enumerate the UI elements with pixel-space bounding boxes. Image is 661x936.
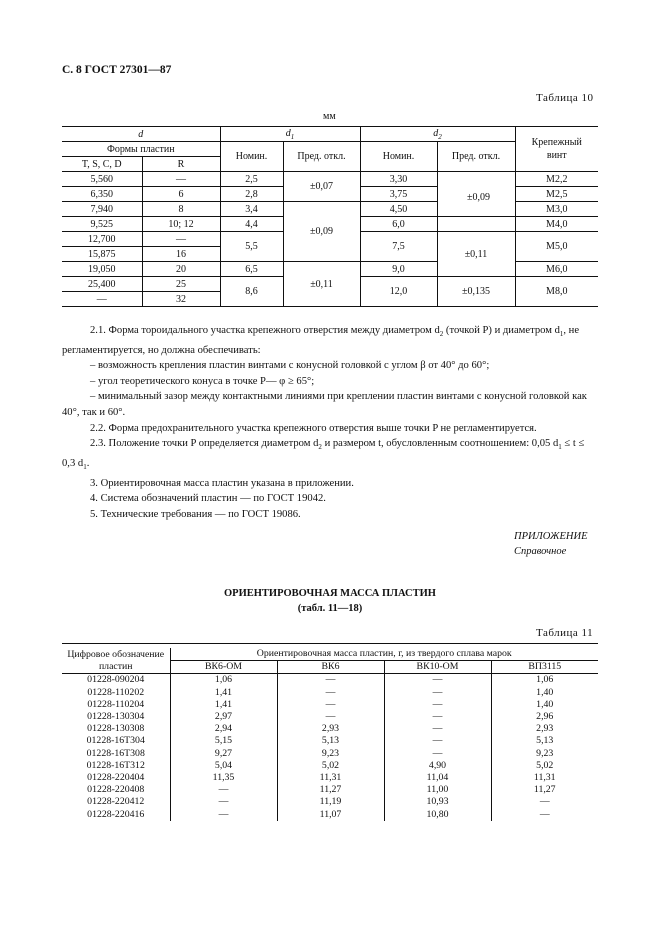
table-cell: ±0,07: [283, 172, 360, 202]
table-cell: 8,6: [220, 277, 283, 307]
table-cell: —: [384, 735, 491, 747]
table11-label: Таблица 11: [536, 627, 594, 639]
table-cell: 1,40: [491, 687, 598, 699]
table-cell: 11,07: [277, 808, 384, 820]
table-cell: 1,06: [491, 674, 598, 687]
table-cell: 01228-110204: [87, 698, 145, 710]
table-cell: —: [491, 796, 598, 808]
grade-header: ВК10-ОМ: [384, 661, 491, 674]
table-cell: —: [277, 711, 384, 723]
table-cell: 01228-220412: [87, 796, 145, 808]
table-cell: [437, 217, 515, 232]
table-cell: 9,0: [360, 262, 437, 277]
table-cell: 11,31: [491, 772, 598, 784]
table-cell: —: [277, 674, 384, 687]
table-cell: 7,5: [360, 232, 437, 262]
table-row: [62, 711, 598, 723]
table11-top-rule: [62, 643, 598, 644]
table-cell: 01228-110202: [87, 686, 145, 698]
table-cell: ±0,11: [283, 262, 360, 307]
table-cell: 9,525: [62, 217, 142, 232]
table-row: [62, 760, 598, 772]
col-code-header: Цифровое обозначение пластин: [62, 648, 170, 674]
d2-nom-header: Номин.: [360, 142, 437, 172]
table-cell: 4,50: [360, 202, 437, 217]
table-cell: 2,96: [491, 711, 598, 723]
table-cell: ±0,135: [437, 277, 515, 307]
table-cell: —: [277, 699, 384, 711]
table-cell: 5,04: [170, 760, 277, 772]
d2-tol-header: Пред. откл.: [437, 142, 515, 172]
section-subtitle: (табл. 11—18): [297, 603, 363, 614]
table-cell: 32: [142, 292, 220, 307]
col-d1-header: $d_1$: [220, 127, 360, 142]
d1-tol-header: Пред. откл.: [283, 142, 360, 172]
table-cell: —: [142, 232, 220, 247]
table-cell: 2,93: [491, 723, 598, 735]
paragraph-2-1-c: – угол теоретического конуса в точке P— φ ≥ 65°;: [90, 375, 315, 387]
table-row: [62, 687, 598, 699]
table-cell: ±0,11: [437, 232, 515, 277]
d1-nom-header: Номин.: [220, 142, 283, 172]
table-cell: M2,2: [515, 172, 598, 187]
table-cell: 9,27: [170, 748, 277, 760]
table-cell: 11,27: [491, 784, 598, 796]
grade-header: ВК6: [277, 661, 384, 674]
table-cell: 11,31: [277, 772, 384, 784]
paragraph-2-1-b: – возможность крепления пластин винтами с конусной головкой с углом β от 40° до 60°;: [90, 360, 490, 372]
table-cell: 1,41: [170, 687, 277, 699]
table-cell: 2,8: [220, 187, 283, 202]
body-text: [62, 323, 598, 522]
table-cell: 5,5: [220, 232, 283, 262]
table-cell: —: [142, 172, 220, 187]
paragraph-3: 3. Ориентировочная масса пластин указана в приложении.: [90, 477, 354, 489]
table-cell: 9,23: [491, 748, 598, 760]
table-cell: 11,27: [277, 784, 384, 796]
table-cell: 5,02: [277, 760, 384, 772]
col-screw-header: Крепежный винт: [515, 127, 598, 172]
table-cell: 6,0: [360, 217, 437, 232]
table-cell: 5,13: [491, 735, 598, 747]
table-cell: 5,02: [491, 760, 598, 772]
table-cell: 5,560: [62, 172, 142, 187]
table-row: [62, 772, 598, 784]
paragraph-2-3: 2.3. Положение точки P определяется диаметром $d_2$ и размером t, обусловленным соотношением: 0,05 $d_1 \le t \le 0,3$ $d_1$.: [62, 438, 585, 472]
table-cell: 01228-16T308: [86, 747, 145, 759]
table-cell: M2,5: [515, 187, 598, 202]
table-cell: ±0,09: [283, 202, 360, 262]
table-cell: 19,050: [62, 262, 142, 277]
table-cell: —: [384, 748, 491, 760]
paragraph-2-1: 2.1. Форма тороидального участка крепежного отверстия между диаметром $d_2$ (точкой P) и диаметром $d_1$, не регламентируется, но должна обеспечивать:: [62, 325, 580, 356]
table-11: [62, 648, 598, 821]
grade-header: ВК6-ОМ: [170, 661, 277, 674]
table-cell: 1,41: [170, 699, 277, 711]
table-cell: 4,4: [220, 217, 283, 232]
table-cell: —: [384, 723, 491, 735]
table-row: [62, 699, 598, 711]
table-row: [62, 808, 598, 820]
table-10: [62, 126, 598, 307]
table-cell: 6: [142, 187, 220, 202]
table-cell: 01228-16T304: [86, 735, 145, 747]
paragraph-2-1-d: – минимальный зазор между контактными линиями при креплении пластин винтами с конусной головкой как 40°, так и 60°.: [62, 391, 587, 419]
table-cell: M8,0: [515, 277, 598, 307]
table-cell: 20: [142, 262, 220, 277]
d2-tol-merged: ±0,09: [467, 192, 490, 203]
appendix-title: ПРИЛОЖЕНИЕ: [514, 531, 588, 542]
table-cell: —: [62, 292, 142, 307]
section-title: ОРИЕНТИРОВОЧНАЯ МАССА ПЛАСТИН: [224, 588, 436, 599]
table-cell: 01228-130304: [87, 711, 145, 723]
table-cell: 2,94: [170, 723, 277, 735]
grade-header: ВП3115: [491, 661, 598, 674]
table-row: [62, 748, 598, 760]
table-row: [62, 735, 598, 747]
table-cell: 01228-090204: [87, 674, 145, 686]
table10-label: Таблица 10: [536, 92, 594, 104]
table-cell: 1,40: [491, 699, 598, 711]
table-cell: M4,0: [515, 217, 598, 232]
table-cell: 5,13: [277, 735, 384, 747]
table-cell: 01228-16T312: [86, 759, 145, 771]
table-cell: 2,97: [170, 711, 277, 723]
table-cell: 2,93: [277, 723, 384, 735]
table-cell: —: [384, 674, 491, 687]
table-row: [62, 674, 598, 687]
table-cell: —: [384, 711, 491, 723]
table-cell: 12,700: [62, 232, 142, 247]
table-cell: —: [384, 699, 491, 711]
table-cell: 01228-220408: [87, 784, 145, 796]
paragraph-4: 4. Система обозначений пластин — по ГОСТ 19042.: [90, 493, 326, 505]
table-cell: —: [491, 808, 598, 820]
table-cell: 01228-220416: [87, 808, 145, 820]
table-cell: 7,940: [62, 202, 142, 217]
table-cell: 5,15: [170, 735, 277, 747]
table-cell: 3,4: [220, 202, 283, 217]
appendix-subtitle: Справочное: [514, 546, 567, 557]
table-cell: —: [170, 796, 277, 808]
table-cell: —: [384, 687, 491, 699]
table-row: [62, 784, 598, 796]
page-header: С. 8 ГОСТ 27301—87: [62, 64, 172, 76]
table-cell: 6,5: [220, 262, 283, 277]
table-cell: 11,35: [170, 772, 277, 784]
paragraph-2-2: 2.2. Форма предохранительного участка крепежного отверстия выше точки P не регламентируется.: [90, 422, 537, 434]
paragraph-5: 5. Технические требования — по ГОСТ 19086.: [90, 508, 301, 520]
table-cell: 16: [142, 247, 220, 262]
table-cell: 12,0: [360, 277, 437, 307]
forms-header: Формы пластин: [62, 142, 220, 157]
col-d2-header: $d_2$: [360, 127, 515, 142]
table-cell: 11,04: [384, 772, 491, 784]
table-cell: 10,93: [384, 796, 491, 808]
table-cell: —: [170, 784, 277, 796]
table-cell: 15,875: [62, 247, 142, 262]
table-row: [62, 723, 598, 735]
table-cell: 4,90: [384, 760, 491, 772]
table-cell: 1,06: [170, 674, 277, 687]
table-cell: 3,75: [360, 187, 437, 202]
table-cell: 3,30: [360, 172, 437, 187]
table-cell: 10,80: [384, 808, 491, 820]
table-cell: —: [277, 687, 384, 699]
tscd-header: T, S, C, D: [62, 157, 142, 172]
table-cell: 01228-220404: [87, 771, 145, 783]
table-cell: 9,23: [277, 748, 384, 760]
table-cell: 01228-130308: [87, 723, 145, 735]
table-cell: M5,0: [515, 232, 598, 262]
table-cell: 2,5: [220, 172, 283, 187]
table-cell: —: [170, 808, 277, 820]
table-row: [62, 796, 598, 808]
table-cell: 11,19: [277, 796, 384, 808]
table-cell: 10; 12: [142, 217, 220, 232]
table10-unit: мм: [323, 111, 336, 122]
table-cell: 6,350: [62, 187, 142, 202]
table-cell: M6,0: [515, 262, 598, 277]
table-cell: 25: [142, 277, 220, 292]
col-d-header: d: [62, 127, 220, 142]
table-cell: 11,00: [384, 784, 491, 796]
table-cell: 25,400: [62, 277, 142, 292]
col-mass-header: Ориентировочная масса пластин, г, из твердого сплава марок: [170, 648, 598, 661]
r-header: R: [142, 157, 220, 172]
table-cell: M3,0: [515, 202, 598, 217]
table-cell: 8: [142, 202, 220, 217]
